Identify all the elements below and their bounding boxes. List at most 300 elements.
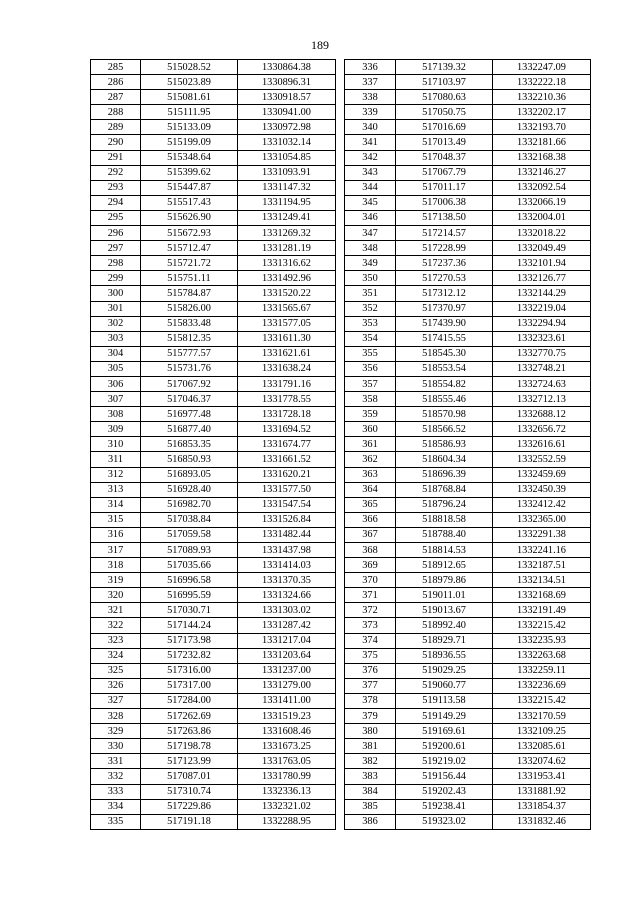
table-row xyxy=(345,165,591,180)
point-number-cell: 357 xyxy=(345,376,396,391)
y-coordinate-cell: 1330864.38 xyxy=(238,60,336,75)
table-row xyxy=(91,150,336,165)
point-number-cell: 329 xyxy=(91,724,141,739)
y-coordinate-cell: 1331526.84 xyxy=(238,512,336,527)
y-coordinate-cell: 1332101.94 xyxy=(493,256,591,271)
point-number-cell: 376 xyxy=(345,663,396,678)
x-coordinate-cell: 519200.61 xyxy=(396,739,493,754)
x-coordinate-cell: 515133.09 xyxy=(141,120,238,135)
point-number-cell: 360 xyxy=(345,422,396,437)
x-coordinate-cell: 517030.71 xyxy=(141,603,238,618)
point-number-cell: 337 xyxy=(345,75,396,90)
point-number-cell: 380 xyxy=(345,724,396,739)
y-coordinate-cell: 1331520.22 xyxy=(238,286,336,301)
x-coordinate-cell: 519219.02 xyxy=(396,754,493,769)
point-number-cell: 346 xyxy=(345,210,396,225)
y-coordinate-cell: 1332187.51 xyxy=(493,558,591,573)
x-coordinate-cell: 517011.17 xyxy=(396,180,493,195)
x-coordinate-cell: 517229.86 xyxy=(141,799,238,814)
y-coordinate-cell: 1331565.67 xyxy=(238,301,336,316)
table-row xyxy=(345,497,591,512)
point-number-cell: 353 xyxy=(345,316,396,331)
x-coordinate-cell: 517139.32 xyxy=(396,60,493,75)
table-row xyxy=(345,392,591,407)
x-coordinate-cell: 515751.11 xyxy=(141,271,238,286)
y-coordinate-cell: 1331673.25 xyxy=(238,739,336,754)
table-row xyxy=(91,467,336,482)
table-row xyxy=(345,120,591,135)
table-row xyxy=(345,407,591,422)
y-coordinate-cell: 1331547.54 xyxy=(238,497,336,512)
table-row xyxy=(91,603,336,618)
table-row xyxy=(91,256,336,271)
y-coordinate-cell: 1332412.42 xyxy=(493,497,591,512)
table-row xyxy=(91,135,336,150)
point-number-cell: 354 xyxy=(345,331,396,346)
table-row xyxy=(91,648,336,663)
x-coordinate-cell: 517103.97 xyxy=(396,75,493,90)
x-coordinate-cell: 517046.37 xyxy=(141,392,238,407)
x-coordinate-cell: 517198.78 xyxy=(141,739,238,754)
x-coordinate-cell: 515348.64 xyxy=(141,150,238,165)
point-number-cell: 363 xyxy=(345,467,396,482)
x-coordinate-cell: 517035.66 xyxy=(141,558,238,573)
x-coordinate-cell: 517173.98 xyxy=(141,633,238,648)
coordinates-table-left xyxy=(90,59,336,830)
x-coordinate-cell: 518979.86 xyxy=(396,573,493,588)
table-row xyxy=(345,75,591,90)
table-row xyxy=(345,150,591,165)
table-row xyxy=(91,241,336,256)
x-coordinate-cell: 517089.93 xyxy=(141,543,238,558)
table-row xyxy=(91,754,336,769)
y-coordinate-cell: 1332193.70 xyxy=(493,120,591,135)
table-row xyxy=(91,527,336,542)
point-number-cell: 384 xyxy=(345,784,396,799)
y-coordinate-cell: 1331316.62 xyxy=(238,256,336,271)
point-number-cell: 358 xyxy=(345,392,396,407)
x-coordinate-cell: 515712.47 xyxy=(141,241,238,256)
point-number-cell: 323 xyxy=(91,633,141,648)
table-row xyxy=(91,558,336,573)
table-row xyxy=(91,512,336,527)
x-coordinate-cell: 518566.52 xyxy=(396,422,493,437)
point-number-cell: 373 xyxy=(345,618,396,633)
point-number-cell: 292 xyxy=(91,165,141,180)
point-number-cell: 298 xyxy=(91,256,141,271)
x-coordinate-cell: 517087.01 xyxy=(141,769,238,784)
point-number-cell: 307 xyxy=(91,392,141,407)
y-coordinate-cell: 1332748.21 xyxy=(493,361,591,376)
y-coordinate-cell: 1331694.52 xyxy=(238,422,336,437)
table-row xyxy=(345,648,591,663)
y-coordinate-cell: 1332109.25 xyxy=(493,724,591,739)
y-coordinate-cell: 1332222.18 xyxy=(493,75,591,90)
y-coordinate-cell: 1332616.61 xyxy=(493,437,591,452)
y-coordinate-cell: 1332126.77 xyxy=(493,271,591,286)
table-row xyxy=(345,543,591,558)
x-coordinate-cell: 516850.93 xyxy=(141,452,238,467)
table-row xyxy=(91,739,336,754)
x-coordinate-cell: 517284.00 xyxy=(141,693,238,708)
x-coordinate-cell: 517013.49 xyxy=(396,135,493,150)
y-coordinate-cell: 1332724.63 xyxy=(493,376,591,391)
point-number-cell: 319 xyxy=(91,573,141,588)
table-row xyxy=(345,210,591,225)
x-coordinate-cell: 515721.72 xyxy=(141,256,238,271)
x-coordinate-cell: 515731.76 xyxy=(141,361,238,376)
table-row xyxy=(345,437,591,452)
table-row xyxy=(345,693,591,708)
point-number-cell: 383 xyxy=(345,769,396,784)
table-row xyxy=(91,195,336,210)
table-row xyxy=(91,678,336,693)
x-coordinate-cell: 516977.48 xyxy=(141,407,238,422)
table-row xyxy=(345,316,591,331)
point-number-cell: 340 xyxy=(345,120,396,135)
x-coordinate-cell: 517232.82 xyxy=(141,648,238,663)
x-coordinate-cell: 518555.46 xyxy=(396,392,493,407)
table-row xyxy=(345,286,591,301)
table-row xyxy=(345,452,591,467)
y-coordinate-cell: 1332459.69 xyxy=(493,467,591,482)
point-number-cell: 289 xyxy=(91,120,141,135)
table-row xyxy=(91,301,336,316)
y-coordinate-cell: 1332336.13 xyxy=(238,784,336,799)
x-coordinate-cell: 515447.87 xyxy=(141,180,238,195)
y-coordinate-cell: 1330941.00 xyxy=(238,105,336,120)
table-row xyxy=(345,754,591,769)
y-coordinate-cell: 1331620.21 xyxy=(238,467,336,482)
y-coordinate-cell: 1332215.42 xyxy=(493,618,591,633)
point-number-cell: 330 xyxy=(91,739,141,754)
point-number-cell: 328 xyxy=(91,709,141,724)
y-coordinate-cell: 1331519.23 xyxy=(238,709,336,724)
table-row xyxy=(345,558,591,573)
y-coordinate-cell: 1332074.62 xyxy=(493,754,591,769)
table-row xyxy=(345,663,591,678)
point-number-cell: 370 xyxy=(345,573,396,588)
table-row xyxy=(345,724,591,739)
x-coordinate-cell: 518586.93 xyxy=(396,437,493,452)
x-coordinate-cell: 517191.18 xyxy=(141,814,238,829)
table-row xyxy=(91,482,336,497)
x-coordinate-cell: 515626.90 xyxy=(141,210,238,225)
x-coordinate-cell: 519013.67 xyxy=(396,603,493,618)
point-number-cell: 320 xyxy=(91,588,141,603)
x-coordinate-cell: 519202.43 xyxy=(396,784,493,799)
y-coordinate-cell: 1332219.04 xyxy=(493,301,591,316)
x-coordinate-cell: 518992.40 xyxy=(396,618,493,633)
x-coordinate-cell: 518570.98 xyxy=(396,407,493,422)
point-number-cell: 372 xyxy=(345,603,396,618)
y-coordinate-cell: 1332770.75 xyxy=(493,346,591,361)
y-coordinate-cell: 1331370.35 xyxy=(238,573,336,588)
point-number-cell: 309 xyxy=(91,422,141,437)
table-row xyxy=(91,120,336,135)
y-coordinate-cell: 1332066.19 xyxy=(493,195,591,210)
table-row xyxy=(91,724,336,739)
y-coordinate-cell: 1332004.01 xyxy=(493,210,591,225)
point-number-cell: 333 xyxy=(91,784,141,799)
point-number-cell: 300 xyxy=(91,286,141,301)
point-number-cell: 304 xyxy=(91,346,141,361)
point-number-cell: 368 xyxy=(345,543,396,558)
table-row xyxy=(91,618,336,633)
table-row xyxy=(91,709,336,724)
point-number-cell: 305 xyxy=(91,361,141,376)
y-coordinate-cell: 1331621.61 xyxy=(238,346,336,361)
point-number-cell: 301 xyxy=(91,301,141,316)
x-coordinate-cell: 517316.00 xyxy=(141,663,238,678)
y-coordinate-cell: 1331763.05 xyxy=(238,754,336,769)
table-row xyxy=(91,422,336,437)
point-number-cell: 287 xyxy=(91,90,141,105)
table-row xyxy=(91,346,336,361)
x-coordinate-cell: 519029.25 xyxy=(396,663,493,678)
x-coordinate-cell: 515199.09 xyxy=(141,135,238,150)
table-row xyxy=(345,226,591,241)
y-coordinate-cell: 1332235.93 xyxy=(493,633,591,648)
y-coordinate-cell: 1331854.37 xyxy=(493,799,591,814)
point-number-cell: 302 xyxy=(91,316,141,331)
y-coordinate-cell: 1332450.39 xyxy=(493,482,591,497)
point-number-cell: 385 xyxy=(345,799,396,814)
x-coordinate-cell: 518768.84 xyxy=(396,482,493,497)
table-row xyxy=(345,60,591,75)
table-row xyxy=(345,588,591,603)
point-number-cell: 361 xyxy=(345,437,396,452)
y-coordinate-cell: 1331437.98 xyxy=(238,543,336,558)
x-coordinate-cell: 518929.71 xyxy=(396,633,493,648)
table-row xyxy=(345,467,591,482)
x-coordinate-cell: 519149.29 xyxy=(396,709,493,724)
y-coordinate-cell: 1331032.14 xyxy=(238,135,336,150)
x-coordinate-cell: 517415.55 xyxy=(396,331,493,346)
y-coordinate-cell: 1331411.00 xyxy=(238,693,336,708)
y-coordinate-cell: 1332712.13 xyxy=(493,392,591,407)
x-coordinate-cell: 517317.00 xyxy=(141,678,238,693)
x-coordinate-cell: 515812.35 xyxy=(141,331,238,346)
table-row xyxy=(91,814,336,829)
x-coordinate-cell: 517006.38 xyxy=(396,195,493,210)
point-number-cell: 321 xyxy=(91,603,141,618)
table-row xyxy=(91,452,336,467)
point-number-cell: 322 xyxy=(91,618,141,633)
table-row xyxy=(345,195,591,210)
x-coordinate-cell: 517439.90 xyxy=(396,316,493,331)
point-number-cell: 339 xyxy=(345,105,396,120)
point-number-cell: 315 xyxy=(91,512,141,527)
x-coordinate-cell: 516982.70 xyxy=(141,497,238,512)
y-coordinate-cell: 1332259.11 xyxy=(493,663,591,678)
point-number-cell: 382 xyxy=(345,754,396,769)
table-row xyxy=(91,271,336,286)
table-row xyxy=(91,361,336,376)
y-coordinate-cell: 1331269.32 xyxy=(238,226,336,241)
y-coordinate-cell: 1332018.22 xyxy=(493,226,591,241)
point-number-cell: 343 xyxy=(345,165,396,180)
y-coordinate-cell: 1332288.95 xyxy=(238,814,336,829)
y-coordinate-cell: 1332321.02 xyxy=(238,799,336,814)
x-coordinate-cell: 518788.40 xyxy=(396,527,493,542)
point-number-cell: 318 xyxy=(91,558,141,573)
table-row xyxy=(91,392,336,407)
table-row xyxy=(91,376,336,391)
x-coordinate-cell: 518814.53 xyxy=(396,543,493,558)
table-row xyxy=(91,286,336,301)
y-coordinate-cell: 1331611.30 xyxy=(238,331,336,346)
point-number-cell: 331 xyxy=(91,754,141,769)
x-coordinate-cell: 517123.99 xyxy=(141,754,238,769)
x-coordinate-cell: 517067.79 xyxy=(396,165,493,180)
table-row xyxy=(345,105,591,120)
x-coordinate-cell: 515028.52 xyxy=(141,60,238,75)
table-row xyxy=(345,512,591,527)
x-coordinate-cell: 517067.92 xyxy=(141,376,238,391)
x-coordinate-cell: 518912.65 xyxy=(396,558,493,573)
point-number-cell: 351 xyxy=(345,286,396,301)
point-number-cell: 364 xyxy=(345,482,396,497)
point-number-cell: 342 xyxy=(345,150,396,165)
y-coordinate-cell: 1332144.29 xyxy=(493,286,591,301)
point-number-cell: 293 xyxy=(91,180,141,195)
x-coordinate-cell: 518554.82 xyxy=(396,376,493,391)
x-coordinate-cell: 518936.55 xyxy=(396,648,493,663)
y-coordinate-cell: 1332134.51 xyxy=(493,573,591,588)
y-coordinate-cell: 1331728.18 xyxy=(238,407,336,422)
table-row xyxy=(91,437,336,452)
table-row xyxy=(345,271,591,286)
table-row xyxy=(345,739,591,754)
table-row xyxy=(91,316,336,331)
y-coordinate-cell: 1331492.96 xyxy=(238,271,336,286)
table-row xyxy=(91,769,336,784)
y-coordinate-cell: 1331482.44 xyxy=(238,527,336,542)
x-coordinate-cell: 518696.39 xyxy=(396,467,493,482)
x-coordinate-cell: 517214.57 xyxy=(396,226,493,241)
x-coordinate-cell: 515784.87 xyxy=(141,286,238,301)
table-row xyxy=(91,210,336,225)
y-coordinate-cell: 1332236.69 xyxy=(493,678,591,693)
y-coordinate-cell: 1330918.57 xyxy=(238,90,336,105)
point-number-cell: 344 xyxy=(345,180,396,195)
x-coordinate-cell: 517050.75 xyxy=(396,105,493,120)
y-coordinate-cell: 1331287.42 xyxy=(238,618,336,633)
table-row xyxy=(91,663,336,678)
table-row xyxy=(91,180,336,195)
point-number-cell: 367 xyxy=(345,527,396,542)
point-number-cell: 381 xyxy=(345,739,396,754)
table-row xyxy=(345,256,591,271)
point-number-cell: 369 xyxy=(345,558,396,573)
x-coordinate-cell: 517370.97 xyxy=(396,301,493,316)
table-row xyxy=(91,497,336,512)
x-coordinate-cell: 519323.02 xyxy=(396,814,493,829)
y-coordinate-cell: 1332202.17 xyxy=(493,105,591,120)
point-number-cell: 327 xyxy=(91,693,141,708)
x-coordinate-cell: 519060.77 xyxy=(396,678,493,693)
y-coordinate-cell: 1332294.94 xyxy=(493,316,591,331)
y-coordinate-cell: 1331791.16 xyxy=(238,376,336,391)
x-coordinate-cell: 519238.41 xyxy=(396,799,493,814)
y-coordinate-cell: 1332146.27 xyxy=(493,165,591,180)
point-number-cell: 288 xyxy=(91,105,141,120)
table-row xyxy=(345,573,591,588)
x-coordinate-cell: 517228.99 xyxy=(396,241,493,256)
y-coordinate-cell: 1331203.64 xyxy=(238,648,336,663)
y-coordinate-cell: 1331661.52 xyxy=(238,452,336,467)
point-number-cell: 316 xyxy=(91,527,141,542)
point-number-cell: 378 xyxy=(345,693,396,708)
y-coordinate-cell: 1332168.38 xyxy=(493,150,591,165)
table-row xyxy=(91,60,336,75)
point-number-cell: 294 xyxy=(91,195,141,210)
table-row xyxy=(345,678,591,693)
y-coordinate-cell: 1332191.49 xyxy=(493,603,591,618)
point-number-cell: 286 xyxy=(91,75,141,90)
y-coordinate-cell: 1332552.59 xyxy=(493,452,591,467)
table-row xyxy=(91,226,336,241)
y-coordinate-cell: 1331237.00 xyxy=(238,663,336,678)
y-coordinate-cell: 1331832.46 xyxy=(493,814,591,829)
x-coordinate-cell: 517138.50 xyxy=(396,210,493,225)
y-coordinate-cell: 1332049.49 xyxy=(493,241,591,256)
y-coordinate-cell: 1331778.55 xyxy=(238,392,336,407)
y-coordinate-cell: 1330972.98 xyxy=(238,120,336,135)
table-row xyxy=(91,573,336,588)
table-row xyxy=(345,527,591,542)
x-coordinate-cell: 517237.36 xyxy=(396,256,493,271)
y-coordinate-cell: 1331249.41 xyxy=(238,210,336,225)
y-coordinate-cell: 1332085.61 xyxy=(493,739,591,754)
point-number-cell: 332 xyxy=(91,769,141,784)
y-coordinate-cell: 1332365.00 xyxy=(493,512,591,527)
point-number-cell: 386 xyxy=(345,814,396,829)
point-number-cell: 296 xyxy=(91,226,141,241)
y-coordinate-cell: 1331780.99 xyxy=(238,769,336,784)
coordinates-table-right xyxy=(344,59,591,830)
y-coordinate-cell: 1331953.41 xyxy=(493,769,591,784)
table-row xyxy=(345,241,591,256)
table-row xyxy=(91,784,336,799)
point-number-cell: 325 xyxy=(91,663,141,678)
x-coordinate-cell: 517059.58 xyxy=(141,527,238,542)
y-coordinate-cell: 1332210.36 xyxy=(493,90,591,105)
table-row xyxy=(345,769,591,784)
y-coordinate-cell: 1331217.04 xyxy=(238,633,336,648)
y-coordinate-cell: 1332181.66 xyxy=(493,135,591,150)
x-coordinate-cell: 517080.63 xyxy=(396,90,493,105)
x-coordinate-cell: 516996.58 xyxy=(141,573,238,588)
y-coordinate-cell: 1331279.00 xyxy=(238,678,336,693)
y-coordinate-cell: 1331194.95 xyxy=(238,195,336,210)
table-row xyxy=(345,346,591,361)
point-number-cell: 345 xyxy=(345,195,396,210)
page-number: 189 xyxy=(311,38,329,52)
x-coordinate-cell: 515111.95 xyxy=(141,105,238,120)
x-coordinate-cell: 516853.35 xyxy=(141,437,238,452)
x-coordinate-cell: 517263.86 xyxy=(141,724,238,739)
y-coordinate-cell: 1331577.50 xyxy=(238,482,336,497)
x-coordinate-cell: 518553.54 xyxy=(396,361,493,376)
point-number-cell: 348 xyxy=(345,241,396,256)
point-number-cell: 295 xyxy=(91,210,141,225)
x-coordinate-cell: 516995.59 xyxy=(141,588,238,603)
y-coordinate-cell: 1332092.54 xyxy=(493,180,591,195)
table-row xyxy=(91,633,336,648)
point-number-cell: 347 xyxy=(345,226,396,241)
